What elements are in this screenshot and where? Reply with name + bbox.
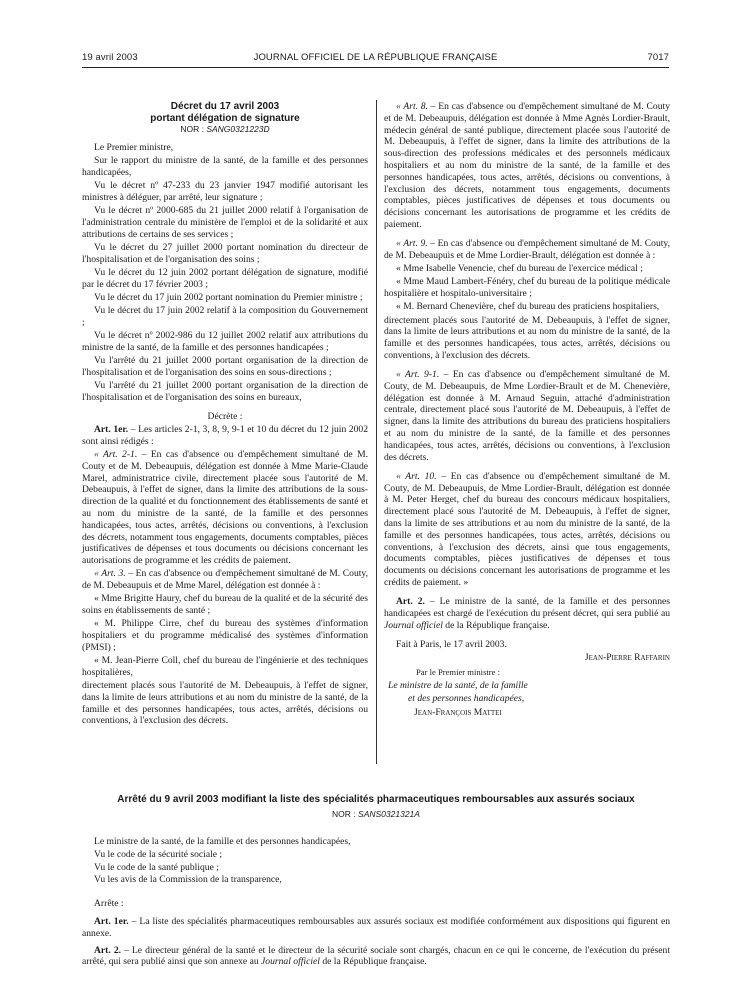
signature-premier-ministre: Jean-Pierre Raffarin [584, 652, 670, 664]
arrete-nor-label: NOR : [332, 809, 359, 819]
article-text: de la République française. [319, 956, 427, 968]
visa-line: Vu le décret du 12 juin 2002 portant délégation de signature, modifié par le décret du 17 février 2003 ; [82, 266, 368, 290]
article-8 [384, 101, 670, 231]
article-text: – En cas d'absence ou d'empêchement simultané de M. Couty et de M. Debeaupuis, délégation est donnée à Mme Agnès Lordier-Brault, médecin général de santé publique, directement placée sous l'autorité de M. Debeaupuis, à l'effet de signer, dans la limite des attributions de la sous-direction des professions médicales et des personnels médicaux hospitaliers et au nom du ministre de la santé, de la famille et des personnes handicapées, tous actes, arrêtés, décisions ou conventions, à l'exclusion des décrets, notamment tous engagements, documents comptables, pièces justificatives de dépenses et tous documents ou décisions concernant les autorisations de programme et les crédits de paiement. [384, 101, 670, 230]
article-9 [384, 238, 670, 262]
article-label: Art. 2. [94, 944, 122, 956]
arrete-article-2 [82, 945, 670, 969]
article-9-1 [384, 369, 670, 463]
visa-line: Vu le décret du 27 juillet 2000 portant nomination du directeur de l'hospitalisation et de l'organisation des soins ; [82, 241, 368, 265]
par-le-premier-ministre: Par le Premier ministre : [416, 666, 501, 677]
arrete-title: Arrêté du 9 avril 2003 modifiant la liste des spécialités pharmaceutiques remboursables aux assurés sociaux [117, 794, 635, 805]
decret-title-line2: portant délégation de signature [150, 112, 300, 124]
arrete-nor-code: SANS0321321A [358, 809, 420, 819]
article-text: – Le directeur général de la santé et le directeur de la sécurité sociale sont chargés, chacun en ce qui le concerne, de l'exécution du présent arrêté, qui sera publié ainsi que son annexe au [82, 944, 671, 968]
visa-line: Vu le décret du 17 juin 2002 portant nomination du Premier ministre ; [94, 291, 363, 303]
arrete-article-1 [82, 916, 670, 940]
delegate-item: « M. Philippe Cirre, chef du bureau des systèmes d'information hospitaliers et du programme médicalisé des systèmes d'information (PMSI) ; [82, 618, 368, 653]
arrete-nor [82, 809, 670, 821]
right-column [384, 101, 670, 720]
article-label: « Art. 9. [396, 238, 428, 250]
decret-nor-code: SANG0321223D [206, 124, 270, 134]
visa-line: Sur le rapport du ministre de la santé, de la famille et des personnes handicapées, [82, 154, 368, 178]
article-text: – Les articles 2-1, 3, 8, 9, 9-1 et 10 du décret du 12 juin 2002 sont ainsi rédigés : [82, 424, 368, 447]
article-text: – En cas d'absence ou d'empêchement simultané de M. Couty, de M. Debeaupuis, de Mme Lordier-Brault et de M. Chenevière, délégation est donnée à M. Arnaud Seguin, attaché d'administration centrale, directement placé sous l'autorité de M. Debeaupuis, à l'effet de signer, dans la limite des attributions du bureau des praticiens hospitaliers et au nom du ministre de la santé, de la famille et des personnes handicapées, tous actes, arrêtés, décisions ou conventions, à l'exclusion des décrets. [384, 369, 670, 463]
article-label: Art. 1er. [94, 424, 129, 436]
article-text: – En cas d'absence ou d'empêchement simultané de M. Couty, de M. Debeaupuis et de Mme Marel, délégation est donnée à : [82, 568, 368, 592]
delegate-item: « Mme Maud Lambert-Fénéry, chef du bureau de la politique médicale hospitalière et hospitalo-universitaire ; [384, 276, 670, 300]
article-text: – La liste des spécialités pharmaceutiques remboursables aux assurés sociaux est modifiée conformément aux dispositions qui figurent en annexe. [82, 915, 670, 939]
visa-line: Le Premier ministre, [94, 141, 174, 153]
visa-line: Vu le code de la santé publique ; [94, 861, 219, 873]
decret-nor [82, 124, 368, 136]
delegate-item: « Mme Brigitte Haury, chef du bureau de la qualité et de la sécurité des soins en établissements de santé ; [82, 593, 368, 617]
article-2-1 [82, 449, 368, 567]
running-header [82, 52, 669, 66]
article-label: « Art. 3. [94, 568, 126, 580]
ministre-title-line2: et des personnes handicapées, [408, 693, 525, 705]
article-text: – En cas d'absence ou d'empêchement simultané de M. Couty, de M. Debeaupuis, de Mme Lordier-Brault, délégation est donnée à M. Peter Herget, chef du bureau des concours médicaux hospitaliers, directement placé sous l'autorité de M. Debeaupuis, à l'effet de signer, dans la limite de ses attributions et au nom du ministre de la santé, de la famille et des personnes handicapées, tous actes, arrêtés, décisions ou conventions, à l'exclusion des décrets, ainsi que tous engagements, documents comptables, pièces justificatives de dépenses et tous documents ou décisions concernant les autorisations de programme et les crédits de paiement. » [384, 470, 670, 589]
visa-line: Vu le code de la sécurité sociale ; [94, 848, 223, 860]
visa-line: Le ministre de la santé, de la famille et des personnes handicapées, [94, 836, 351, 847]
decret-nor-label: NOR : [180, 124, 207, 134]
delegate-item: « Mme Isabelle Venencie, chef du bureau de l'exercice médical ; [396, 263, 643, 275]
article-text: – En cas d'absence ou d'empêchement simultané de M. Couty, de M. Debeaupuis et de Mme Lordier-Brault, délégation est donnée à : [384, 238, 670, 261]
header-date: 19 avril 2003 [82, 52, 138, 63]
visa-line: Vu l'arrêté du 21 juillet 2000 portant organisation de la direction de l'hospitalisation et de l'organisation des soins en bureaux, [82, 379, 368, 403]
delegate-item: « M. Jean-Pierre Coll, chef du bureau de l'ingénierie et des techniques hospitalières, [82, 655, 368, 678]
article-label: Art. 1er. [94, 915, 129, 927]
article-2 [384, 596, 670, 631]
article-10 [384, 471, 670, 589]
article-1 [82, 424, 368, 448]
journal-officiel-ref: Journal officiel [261, 956, 320, 968]
header-journal-title: JOURNAL OFFICIEL DE LA RÉPUBLIQUE FRANÇAISE [253, 52, 498, 63]
visa-line: Vu l'arrêté du 21 juillet 2000 portant organisation de la direction de l'hospitalisation et de l'organisation des soins en sous-directions ; [82, 354, 368, 378]
article-3 [82, 568, 368, 592]
article-text: de la République française. [442, 619, 550, 631]
visa-line: Vu les avis de la Commission de la transparence, [94, 874, 282, 886]
arrete-body [82, 836, 670, 973]
arrete-heading: Arrête : [94, 898, 124, 910]
journal-officiel-ref: Journal officiel [384, 619, 443, 631]
decret-title-line1: Décret du 17 avril 2003 [170, 101, 280, 112]
delegate-item: « M. Bernard Chenevière, chef du bureau des praticiens hospitaliers, [396, 301, 660, 313]
visa-line: Vu le décret du 17 juin 2002 relatif à la composition du Gouvernement ; [82, 304, 368, 328]
article-3-tail: directement placés sous l'autorité de M. Debeaupuis, à l'effet de signer, dans la limite de leurs attributions et au nom du ministre de la santé, de la famille et des personnes handicapées, tous actes, arrêtés, décisions ou conventions, à l'exclusion des décrets. [82, 680, 368, 727]
visa-line: Vu le décret nº 2000-685 du 21 juillet 2000 relatif à l'organisation de l'administration centrale du ministère de l'emploi et de la solidarité et aux attributions de certains de ses services ; [82, 204, 368, 240]
decrete-heading: Décrète : [207, 410, 243, 422]
article-text: – En cas d'absence ou d'empêchement simultané de M. Couty et de M. Debeaupuis, délégation est donnée à Mme Marie-Claude Marel, administratrice civile, directement placée sous l'autorité de M. Debeaupuis, à l'effet de signer, dans la limite des attributions de la sous-direction de la qualité et du fonctionnement des établissements de santé et au nom du ministre de la santé, de la famille et des personnes handicapées, tous actes, arrêtés, décisions ou conventions, à l'exclusion des décrets, notamment tous engagements, documents comptables, pièces justificatives de dépenses et tous documents ou décisions concernant les autorisations de programme et les crédits de paiement. [82, 449, 368, 567]
article-label: « Art. 10. [396, 470, 437, 482]
article-label: « Art. 8. [396, 101, 428, 112]
article-label: « Art. 2-1. [94, 449, 138, 460]
column-divider [376, 100, 377, 764]
article-label: Art. 2. [396, 596, 425, 608]
header-rule [82, 67, 669, 68]
signature-ministre: Jean-François Mattei [414, 706, 502, 718]
visa-line: Vu le décret nº 47-233 du 23 janvier 1947 modifié autorisant les ministres à déléguer, par arrêté, leur signature ; [82, 179, 368, 203]
left-column [82, 101, 368, 729]
fait-a-paris: Fait à Paris, le 17 avril 2003. [396, 638, 507, 650]
header-page-number: 7017 [647, 52, 669, 63]
article-text: – Le ministre de la santé, de la famille et des personnes handicapées est chargé de l'exécution du présent décret, qui sera publié au [384, 596, 670, 619]
visa-line: Vu le décret nº 2002-986 du 12 juillet 2002 relatif aux attributions du ministre de la santé, de la famille et des personnes handicapées ; [82, 329, 368, 353]
article-label: « Art. 9-1. [396, 369, 440, 381]
article-9-tail: directement placés sous l'autorité de M. Debeaupuis, à l'effet de signer, dans la limite de leurs attributions et au nom du ministre de la santé, de la famille et des personnes handicapées, tous actes, arrêtés, décisions ou conventions, à l'exclusion des décrets. [384, 314, 670, 361]
ministre-title-line1: Le ministre de la santé, de la famille [388, 680, 528, 692]
